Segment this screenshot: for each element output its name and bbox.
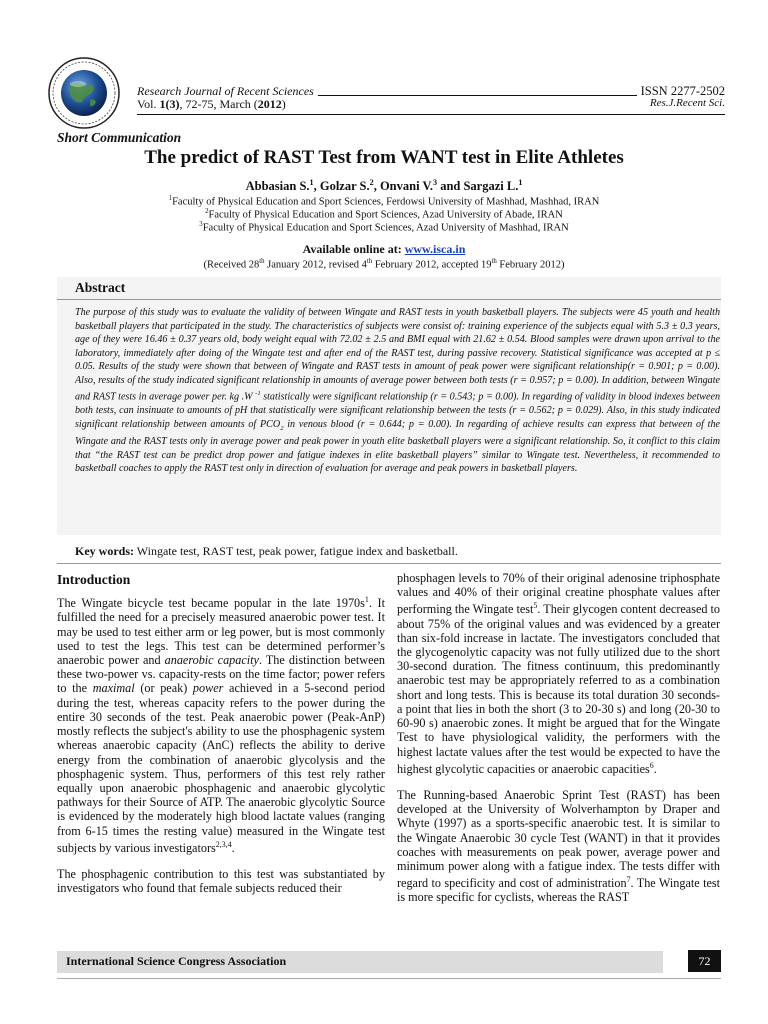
abstract-divider (57, 299, 721, 300)
volume-info: Vol. 1(3), 72-75, March (2012) (137, 97, 286, 111)
issn: ISSN 2277-2502 (640, 84, 725, 98)
author: Sargazi L. (463, 179, 519, 194)
author: Golzar S. (319, 179, 370, 194)
abstract-text: The purpose of this study was to evaluate the validity of between Wingate and RAST tests in youth basketball players. The subjects were 45 youth and health basketball players that participated in the study. The characteristics of subjects were consist of: training experience of the subjects equal with 5.3 ± 0.3 years, age of they were 16.46 ± 0.37 years old, body weight equal with 72.02 ± 2.5 and BMI equal with 21.62 ± 0.54. Blood samples were drawn upon arrival to the laboratory, immediately after doing of the Wingate test and after end of the RAST test, during passive recovery. Statistical significance was accepted at p ≤ 0.05. Results of the study were shown that between of Wingate and RAST tests in amount of peak power were significant relationship(r = 0.901; p = 0.00). Also, results of the study indicated significant relationship in amounts of average power between both tests (r = 0.957; p = 0.00). In addition, between Wingate and RAST tests in average power per. kg .W $^{-1}$ statistically were significant relationship (r = 0.543; p = 0.00). In regarding of validity in blood indexes between both tests, can insinuate to amounts of pH that statistically were significant relationship between the tests (r = 0.562; p = 0.029). Also, in this study indicated significant relationship between amounts of $PCO_2$ in venous blood (r = 0.644; p = 0.00). In regarding of achieve results can express that between of the Wingate and the RAST tests only in average power and peak power in youth elite basketball players were a significant relationship. So, it conflict to this claim that “the RAST test can be predict drop power and fatigue indexes in elite basketball players” similar to Wingate test. Nevertheless, it recommended to basketball coaches to apply the RAST test only in direction of evaluation for average and peak powers in basketball players. (75, 307, 720, 475)
body-paragraph: The phosphagenic contribution to this test was substantiated by investigators who found that female subjects reduced their (57, 866, 385, 896)
footer-divider (57, 978, 721, 979)
header-rule (318, 95, 637, 96)
body-column-left (57, 573, 385, 907)
page-number: 72 (688, 950, 721, 972)
available-online: Available online at: www.isca.in (302, 242, 466, 256)
body-paragraph: phosphagen levels to 70% of their original adenosine triphosphate values and 40% of their original creatine phosphate values after performing the Wingate test$^5$. Their glycogen content decreased to about 75% of the original values and was evidenced by a greater than six-fold increase in lactate. The investigators concluded that the glycogenolytic capacity was not fully utilized due to the short 30-second duration. The fitness continuum, this predominantly anaerobic test may be appropriately referred to as a combination short and long tests. This is because its total duration 30 seconds-a point that lies in both the short (3 to 20-30 s) and long (20-30 to 60-90 s) anaerobic zones. It might be argued that for the Wingate Test to have physiological validity, the performers with the highest lactate values after the test would be expected to have the highest glycolytic capacities or anaerobic capacities$^6$. (397, 571, 721, 776)
body-paragraph: The Wingate bicycle test became popular in the late $1970s^1$. It fulfilled the need for a precisely measured anaerobic power test. It may be used to test either arm or leg power, but is most commonly used to test the legs. This test can be determined performer’s anaerobic power and anaerobic capacity. The distinction between these two-power vs. capacity-rests on the time factor; power refers to the maximal (or peak) power achieved in a 5-second period during the test, whereas capacity refers to the power during the entire 30 seconds of the test. Peak anaerobic power (Peak-AnP) mostly reflects the subject's ability to use the phosphagenic system whereas anaerobic capacity (AnC) reflects the ability to derive energy from the combination of anaerobic glycolysis and the phosphagenic system. Thus, performers of this test rely rather equally upon anaerobic phosphagenic and anaerobic glycolytic pathways for their Source of ATP. The anaerobic glycolytic Source is evidenced by the moderately high blood lactate values (ranging from 6-15 times the resting value) measured in the Wingate test subjects by various investigators$^{2,3,4}$. (57, 595, 385, 855)
affiliation: $^3$Faculty of Physical Education and Sport Sciences, Azad University of Mashhad, IRAN (199, 221, 569, 234)
header-divider (137, 114, 725, 115)
article-type: Short Communication (57, 130, 182, 145)
received-dates: (Received 28th January 2012, revised 4th February 2012, accepted 19th February 2012) (203, 258, 565, 271)
author: Abbasian S. (245, 179, 310, 194)
footer-organization: International Science Congress Association (66, 954, 287, 968)
abstract-heading: Abstract (75, 280, 126, 295)
journal-url-link[interactable]: www.isca.in (404, 242, 466, 256)
journal-logo (38, 56, 130, 130)
affiliation: $^2$Faculty of Physical Education and Sport Sciences, Azad University of Abade, IRAN (205, 208, 563, 221)
keywords: Key words: Wingate test, RAST test, peak power, fatigue index and basketball. (75, 544, 458, 558)
paper-title: The predict of RAST Test from WANT test in Elite Athletes (144, 147, 624, 168)
affiliation: $^1$Faculty of Physical Education and Sport Sciences, Ferdowsi University of Mashhad, Mashhad, IRAN (168, 195, 600, 208)
author-list: Abbasian S.$^1$, Golzar S.$^2$, Onvani V.$^3$ and Sargazi L.$^1$ (245, 178, 523, 194)
keywords-divider (57, 563, 721, 564)
journal-header-line2 (137, 97, 725, 112)
body-paragraph: The Running-based Anaerobic Sprint Test (RAST) has been developed at the University of Wolverhampton by Draper and Whyte (1997) as a sports-specific anaerobic test. It is similar to the Wingate Anaerobic 30 cycle Test (WANT) in that it provides coaches with measurements on peak power, average power and minimum power along with a fatigue index. The tests differ with regard to specificity and cost of administration$^7$. The Wingate test is more specific for cyclists, whereas the RAST (397, 787, 721, 905)
body-column-right (397, 571, 720, 917)
section-heading-introduction: Introduction (57, 572, 131, 587)
journal-name: Research Journal of Recent Sciences (137, 84, 314, 98)
journal-abbrev: Res.J.Recent Sci. (649, 97, 725, 109)
author: Onvani V. (379, 179, 433, 194)
